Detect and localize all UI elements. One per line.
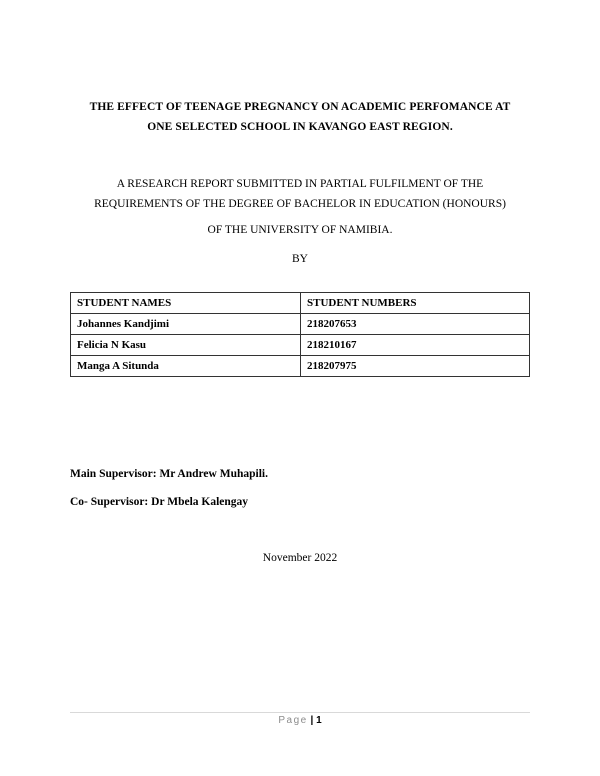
table-row: [71, 356, 530, 377]
page-number: 1: [316, 715, 322, 726]
main-supervisor: Main Supervisor: Mr Andrew Muhapili.: [70, 468, 268, 480]
title-line-2: ONE SELECTED SCHOOL IN KAVANGO EAST REGION.: [147, 121, 453, 133]
student-name: Felicia N Kasu: [71, 335, 301, 356]
student-number: 218210167: [301, 335, 530, 356]
header-student-numbers: STUDENT NUMBERS: [301, 293, 530, 314]
table-row: [71, 314, 530, 335]
student-number: 218207653: [301, 314, 530, 335]
table-row: [71, 335, 530, 356]
title-line-1: THE EFFECT OF TEENAGE PREGNANCY ON ACADEMIC PERFOMANCE AT: [89, 101, 511, 113]
students-table: [70, 292, 530, 377]
footer-divider: [70, 712, 530, 713]
co-supervisor: Co- Supervisor: Dr Mbela Kalengay: [70, 496, 249, 508]
student-name: Manga A Situnda: [71, 356, 301, 377]
page-separator: |: [310, 715, 314, 726]
subtitle-line-2: REQUIREMENTS OF THE DEGREE OF BACHELOR IN EDUCATION (HONOURS): [94, 198, 506, 210]
report-subtitle: [40, 174, 560, 214]
submission-date: November 2022: [262, 552, 338, 564]
subtitle-line-1: A RESEARCH REPORT SUBMITTED IN PARTIAL FULFILMENT OF THE: [116, 178, 484, 190]
table-header-row: [71, 293, 530, 314]
student-name: Johannes Kandjimi: [71, 314, 301, 335]
header-student-names: STUDENT NAMES: [71, 293, 301, 314]
student-number: 218207975: [301, 356, 530, 377]
by-line: BY: [292, 253, 308, 265]
report-title: [40, 97, 560, 137]
page-label: Page: [278, 715, 308, 726]
university-line: OF THE UNIVERSITY OF NAMIBIA.: [207, 224, 393, 236]
page-footer: [40, 714, 560, 728]
